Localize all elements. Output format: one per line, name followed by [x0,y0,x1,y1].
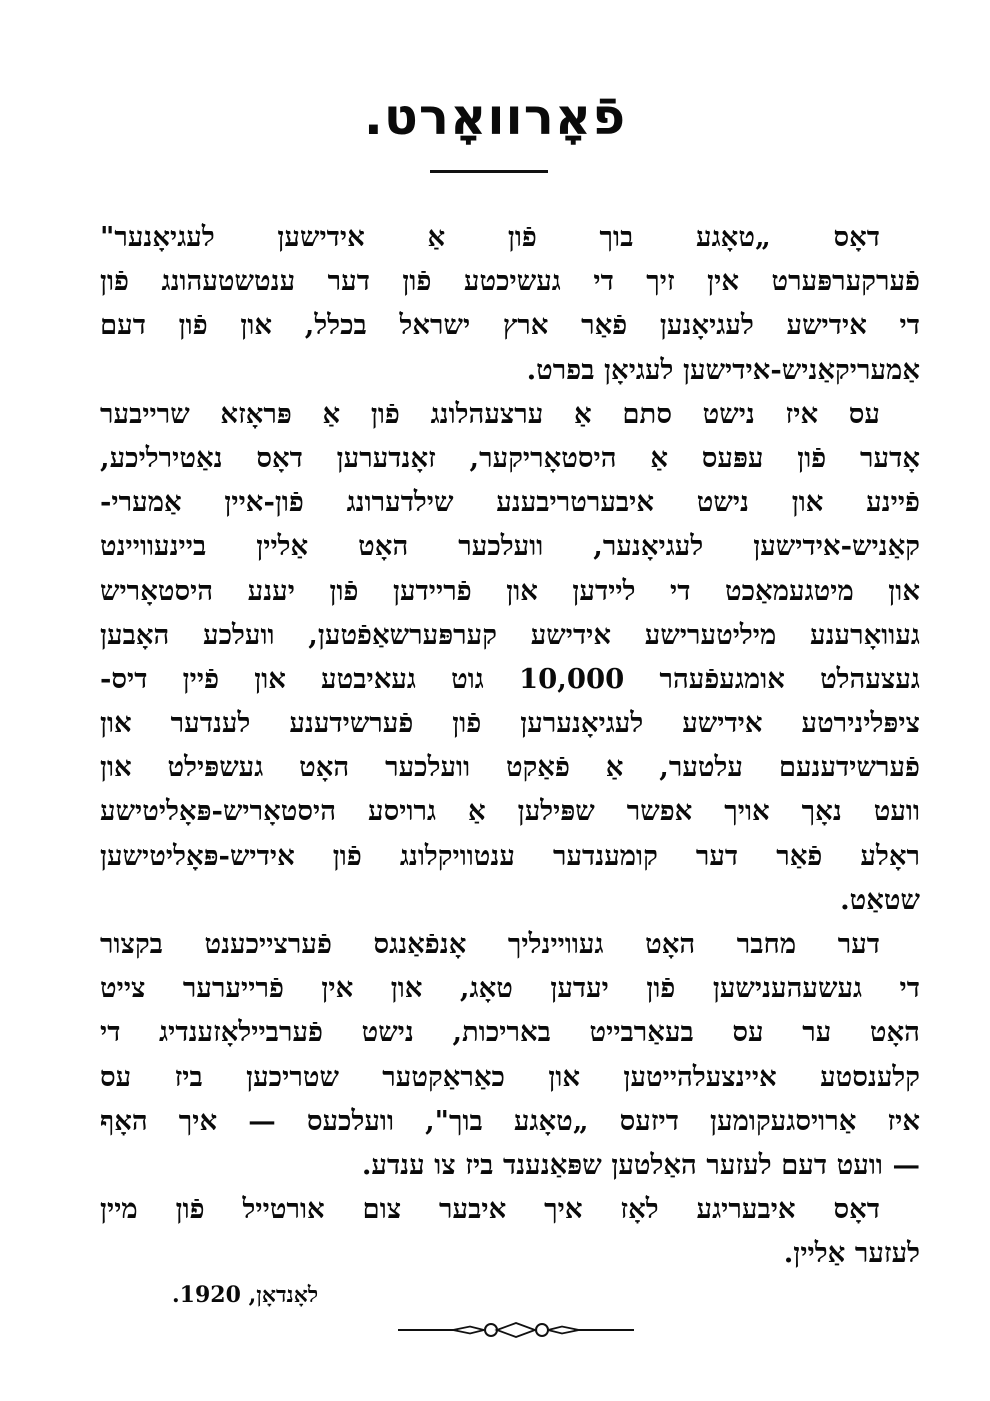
text-line: איז אַרויסגעקומען דיזעס „טאָגע בוך", וועלכעס — איך האָף [100,1104,920,1137]
text-line: לעזער אַליין. [783,1237,920,1270]
text-line: דאָס איבעריגע לאָז איך איבער צום אורטייל פֿון מיין [100,1193,880,1226]
text-line: קאַניש-אידישען לעגיאָנער, וועלכער האָט אַליין ביינעוויינט [100,530,920,563]
text-line: און מיטגעמאַכט די ליידען און פֿריידען פֿון יענע היסטאָריש [100,574,920,607]
text-line: אָדער פֿון עפּעס אַ היסטאָריקער, זאָנדערען דאָס נאַטירליכע, [100,441,920,474]
text-line: האָט ער עס בעאַרבייט באריכות, נישט פֿערביילאָזענדיג די [100,1016,920,1049]
text-line: — וועט דעם לעזער האַלטען שפּאַנענד ביז צו ענדע. [361,1148,920,1181]
title-divider [430,170,548,173]
text-line: דער מחבר האָט געוויינליך אָנפֿאַנגס פֿערצייכענט בקצור [100,928,880,960]
text-line: די אידישע לעגיאָנען פֿאַר ארץ ישראל בכלל, און פֿון דעם [100,309,920,342]
text-line: וועט נאָך אויך אפשר שפּילען אַ גרויסע היסטאָריש-פּאָליטישע [100,795,920,828]
text-line: פֿערקערפּערט אין זיך די געשיכטע פֿון דער ענטשטעהונג פֿון [100,265,920,298]
text-line: קלענסטע איינצעלהייטען און כאַראַקטער שטריכען ביז עס [100,1060,920,1093]
text-line: אַמעריקאַניש-אידישען לעגיאָן בפרט. [526,353,920,386]
text-line: פֿיינע און נישט איבערטריבענע שילדערונג פֿון-איין אַמערי- [100,486,920,519]
text-line: שטאַט. [840,883,920,916]
text-line: געצעהלט אומגעפֿעהר 10,000 גוט געאיבטע און פֿיין דיס- [100,662,920,695]
page-title: פֿאָרוואָרט. [363,88,627,146]
text-line: די געשעהענישען פֿון יעדען טאָג, און אין פֿרייערער צייט [100,972,920,1005]
preface-body [100,215,920,1276]
decorative-rule-icon [398,1320,634,1340]
text-line: געוואָרענע מיליטערישע אידישע קערפּערשאַפֿטען, וועלכע האָבען [100,618,920,651]
text-line: דאָס „טאָגע בוך פֿון אַ אידישען לעגיאָנער" [100,221,880,253]
place-date-signoff: לאָנדאָן, 1920. [172,1282,319,1308]
text-line: פֿערשידענעם עלטער, אַ פֿאַקט וועלכער האָט געשפּילט און [100,751,920,784]
text-line: ראָלע פֿאַר דער קומענדער ענטוויקלונג פֿון אידיש-פּאָליטישען [100,839,920,872]
text-line: עס איז נישט סתם אַ ערצעהלונג פֿון אַ פּראָזא שרייבער [100,397,880,430]
text-line: ציפּלינירטע אידישע לעגיאָנערען פֿון פֿערשידענע לענדער און [100,707,920,740]
